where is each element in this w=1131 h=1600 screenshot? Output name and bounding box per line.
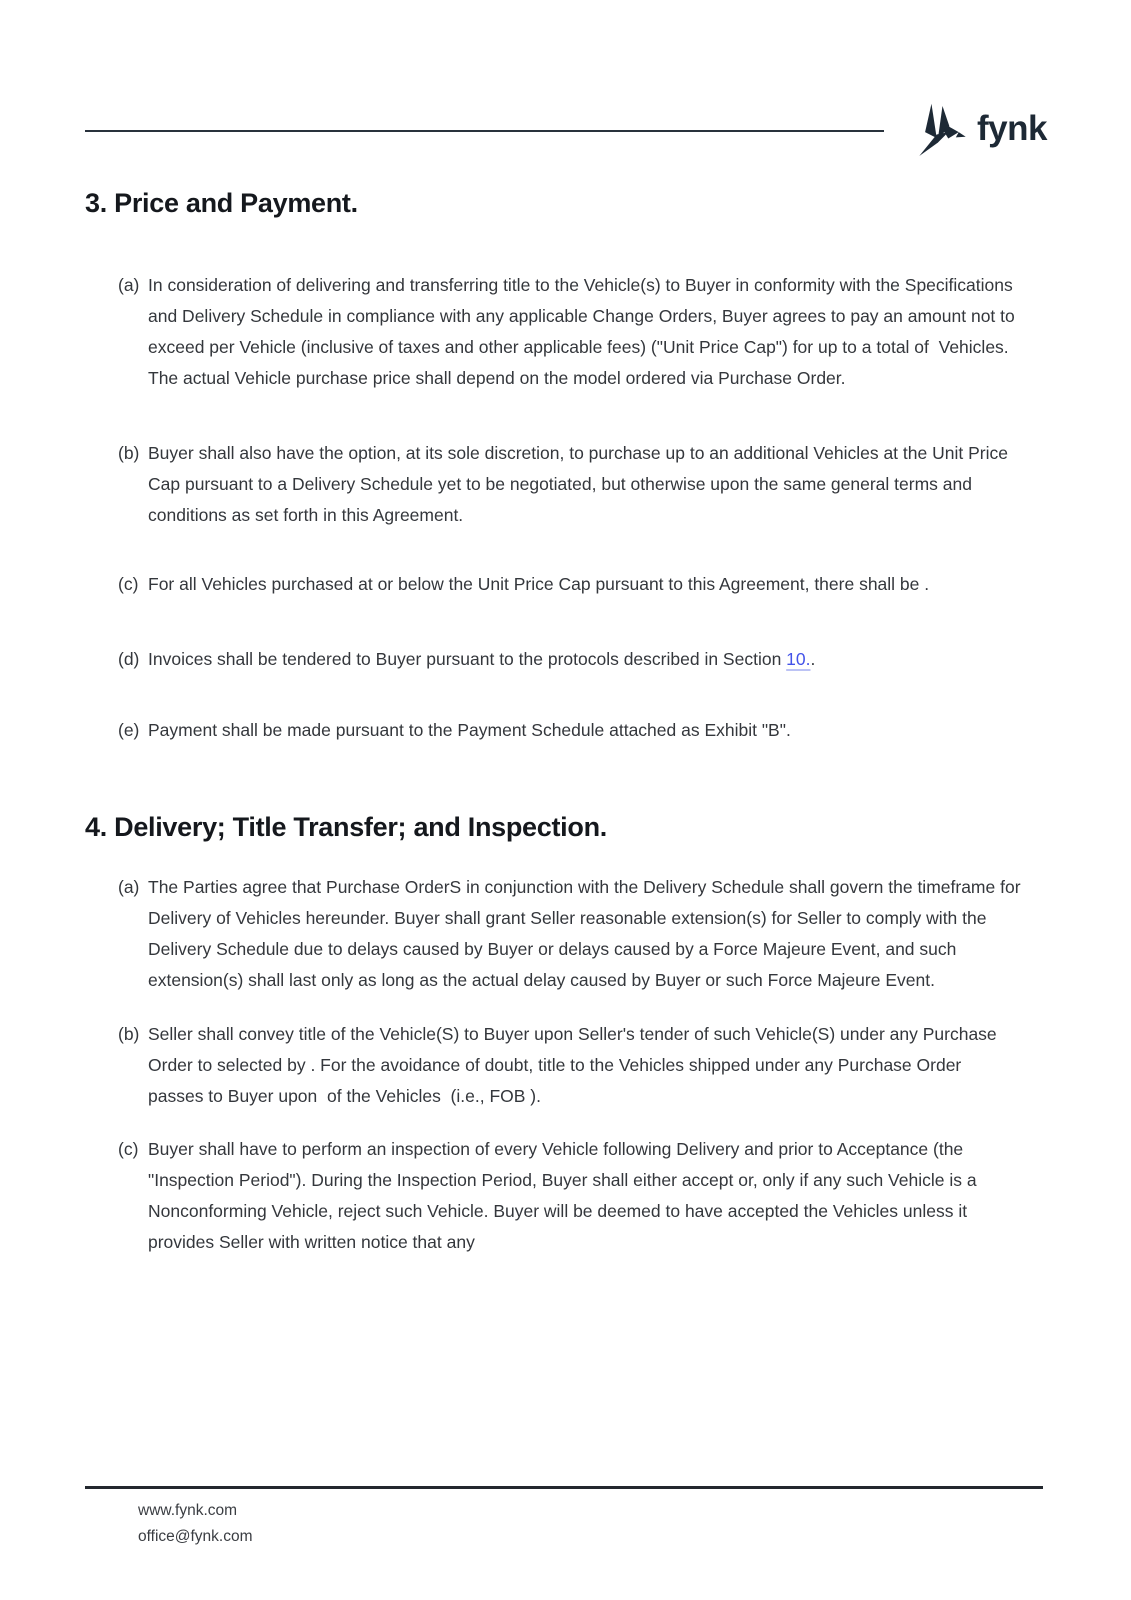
clause-text-before-link: Invoices shall be tendered to Buyer pursuant to the protocols described in Section (148, 649, 787, 669)
clause-3b (118, 438, 1021, 531)
clause-text-after-link: . (810, 649, 816, 669)
footer-email: office@fynk.com (138, 1528, 253, 1545)
clause-3c (118, 569, 1021, 600)
clause-text: Buyer shall also have the option, at its sole discretion, to purchase up to an additional Vehicles at the Unit Price Cap pursuant to a Delivery Schedule yet to be negotiated, but otherwise upon the same general terms and conditions as set forth in this Agreement. (148, 443, 1013, 525)
clause-text: For all Vehicles purchased at or below the Unit Price Cap pursuant to this Agreement, there shall be . (148, 574, 930, 594)
section-10-link[interactable]: 10. (786, 649, 811, 669)
origami-bird-icon (910, 102, 968, 160)
clause-label: (a) (118, 275, 140, 295)
clause-label: (a) (118, 877, 140, 897)
clause-4c (118, 1134, 1021, 1258)
page-footer (85, 1486, 1043, 1550)
section-3-heading: 3. Price and Payment. (85, 188, 358, 218)
clause-text: In consideration of delivering and transferring title to the Vehicle(s) to Buyer in conformity with the Specifications and Delivery Schedule in compliance with any applicable Change Orders, Buyer agrees to pay an amount not to exceed per Vehicle (inclusive of taxes and other applicable fees) ("Unit Price Cap") for up to a total of Vehicles. The actual Vehicle purchase price shall depend on the model ordered via Purchase Order. (148, 275, 1020, 388)
page-header (85, 100, 1047, 162)
clause-text: Seller shall convey title of the Vehicle(S) to Buyer upon Seller's tender of such Vehicle(S) under any Purchase Order to selected by . For the avoidance of doubt, title to the Vehicles shipped under any Purchase Order passes to Buyer upon of the Vehicles (i.e., FOB ). (148, 1024, 1002, 1106)
clause-4b (118, 1019, 1021, 1112)
clause-3a (118, 270, 1021, 394)
clause-label: (c) (118, 1139, 139, 1159)
footer-website: www.fynk.com (138, 1502, 238, 1519)
clause-text: The Parties agree that Purchase OrderS in conjunction with the Delivery Schedule shall govern the timeframe for Delivery of Vehicles hereunder. Buyer shall grant Seller reasonable extension(s) for Seller to comply with the Delivery Schedule due to delays caused by Buyer or delays caused by a Force Majeure Event, and such extension(s) shall last only as long as the actual delay caused by Buyer or such Force Majeure Event. (148, 877, 1026, 990)
clause-text: Buyer shall have to perform an inspection of every Vehicle following Delivery and prior to Acceptance (the "Inspection Period"). During the Inspection Period, Buyer shall either accept or, only if any such Vehicle is a Nonconforming Vehicle, reject such Vehicle. Buyer will be deemed to have accepted the Vehicles unless it provides Seller with written notice that any (148, 1139, 982, 1252)
clause-label: (b) (118, 443, 140, 463)
clause-label: (b) (118, 1024, 140, 1044)
section-4-clauses (118, 872, 1026, 1258)
clause-3e (118, 715, 1021, 746)
clause-4a (118, 872, 1026, 996)
header-rule (85, 130, 884, 132)
clause-label: (e) (118, 720, 140, 740)
section-3-clauses (118, 270, 1021, 746)
clause-text: Payment shall be made pursuant to the Payment Schedule attached as Exhibit "B". (148, 720, 791, 740)
clause-3d (118, 644, 1021, 675)
brand-logo (910, 102, 1047, 160)
section-4-heading: 4. Delivery; Title Transfer; and Inspection. (85, 812, 607, 842)
brand-wordmark: fynk (977, 108, 1047, 148)
clause-label: (c) (118, 574, 139, 594)
clause-label: (d) (118, 649, 140, 669)
clause-text (148, 644, 1021, 675)
